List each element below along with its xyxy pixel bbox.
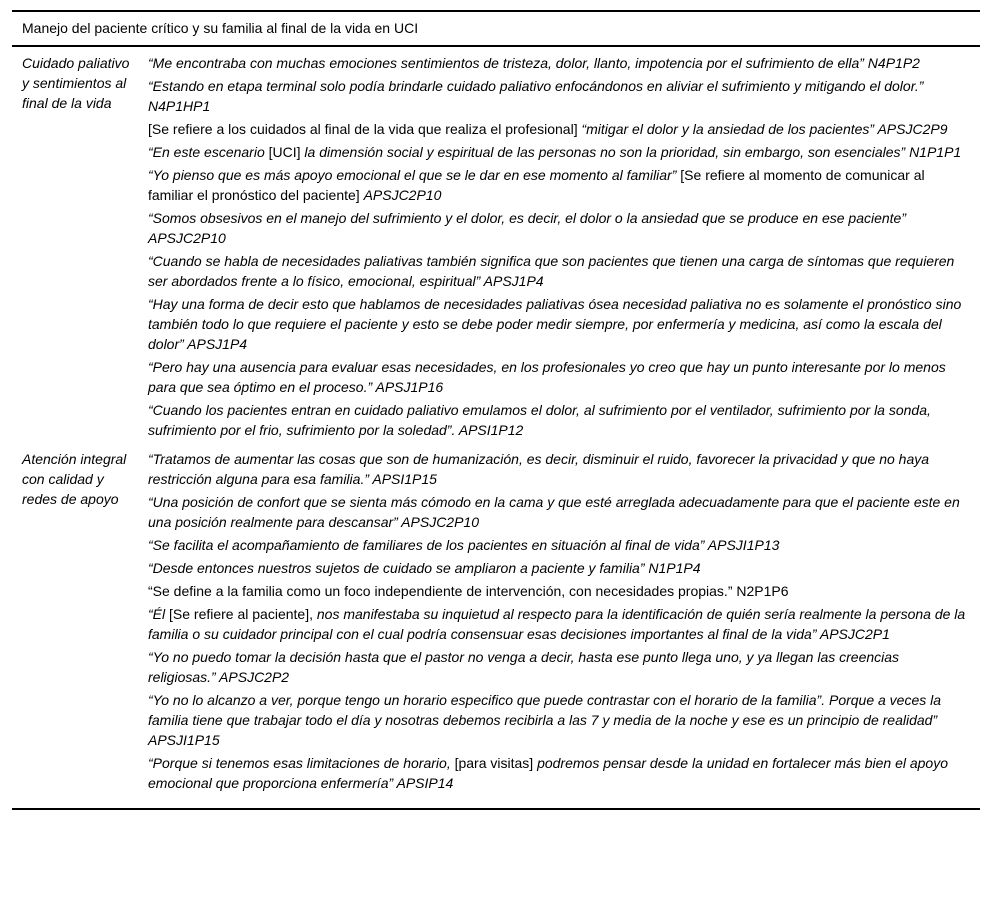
quote-text: “Tratamos de aumentar las cosas que son de humanización, es decir, disminuir el ruido, favorecer la privacidad y que no haya restricción alguna para esa familia.” APSI1P15 (148, 451, 930, 487)
quote-text: podremos pensar desde la unidad en fortalecer más bien el apoyo emocional que proporciona enfermería” APSIP14 (148, 755, 949, 791)
quote-text: “Yo no puedo tomar la decisión hasta que el pastor no venga a decir, hasta ese punto llega uno, y ya llegan las creencias religiosas.” APSJC2P2 (148, 649, 900, 685)
quote-text: “Somos obsesivos en el manejo del sufrimiento y el dolor, es decir, el dolor o la ansiedad que se produce en ese paciente” APSJC2P10 (148, 210, 907, 246)
category-cell: Cuidado paliativo y sentimientos al final de la vida (22, 55, 130, 111)
quote (148, 535, 970, 555)
quote-text: “Cuando se habla de necesidades paliativas también significa que son pacientes que tienen una carga de síntomas que requieren ser abordados frente a lo físico, emocional, espiritual” APSJ1P4 (148, 253, 955, 289)
quote-text: “Se facilita el acompañamiento de familiares de los pacientes en situación al final de vida” APSJI1P13 (148, 537, 780, 553)
quote (148, 753, 970, 793)
quote-text: “Yo pienso que es más apoyo emocional el que se le dar en ese momento al familiar” (148, 167, 681, 183)
table-title: Manejo del paciente crítico y su familia al final de la vida en UCI (12, 12, 980, 47)
quote-text: “En este escenario (148, 144, 269, 160)
quote-text: “Cuando los pacientes entran en cuidado paliativo emulamos el dolor, al sufrimiento por el ventilador, sufrimiento por la sonda, sufrimiento por el frio, sufrimiento por la soledad”. APSI1P12 (148, 402, 931, 438)
quote (148, 142, 970, 162)
qualitative-quotes-table (12, 10, 980, 810)
quote-annotation: [Se refiere al momento de comunicar al familiar el pronóstico del paciente] (148, 167, 925, 203)
quote-text: “Una posición de confort que se sienta más cómodo en la cama y que esté arreglada adecuadamente para que el paciente este en una posición realmente para descansar” APSJC2P10 (148, 494, 960, 530)
quote (148, 357, 970, 397)
quote-text: “Pero hay una ausencia para evaluar esas necesidades, en los profesionales yo creo que hay un punto interesante por lo menos para que sea óptimo en el proceso.” APSJ1P16 (148, 359, 946, 395)
table-row (12, 447, 980, 800)
quote-text: “Él (148, 606, 169, 622)
quote (148, 251, 970, 291)
quote (148, 76, 970, 116)
quote (148, 294, 970, 354)
quote (148, 400, 970, 440)
quotes-cell (144, 447, 980, 800)
quote-text: “Porque si tenemos esas limitaciones de horario, (148, 755, 455, 771)
quote (148, 492, 970, 532)
quote-text: “Yo no lo alcanzo a ver, porque tengo un horario especifico que puede contrastar con el horario de la familia”. Porque a veces la familia tiene que trabajar todo el día y nosotras debemos recibirla a las 7 y media de la noche y ese es un principio de realidad” APSJI1P15 (148, 692, 942, 748)
quote-text: “Hay una forma de decir esto que hablamos de necesidades paliativas ósea necesidad paliativa no es solamente el pronóstico sino también todo lo que requiere el paciente y esto se debe poder medir siempre, por enfermería y medicina, así como la escala del dolor” APSJ1P4 (148, 296, 962, 352)
quote-annotation: [para visitas] (454, 755, 538, 771)
category-cell: Atención integral con calidad y redes de apoyo (22, 451, 127, 507)
quote-text: “Desde entonces nuestros sujetos de cuidado se ampliaron a paciente y familia” N1P1P4 (148, 560, 701, 576)
quote-annotation: [Se refiere a los cuidados al final de la vida que realiza el profesional] (148, 121, 582, 137)
table-row (12, 51, 980, 447)
quote-annotation: [UCI] (268, 144, 305, 160)
quote (148, 647, 970, 687)
quote (148, 208, 970, 248)
quote (148, 165, 970, 205)
quote (148, 558, 970, 578)
table-body (12, 47, 980, 808)
quote-text: APSJC2P10 (363, 187, 442, 203)
quote-text: nos manifestaba su inquietud al respecto para la identificación de quién sería realmente la persona de la familia o su cuidador principal con el cual podría consensuar esas decisiones importantes al final de la vida” APSJC2P1 (148, 606, 966, 642)
quote-text: “Me encontraba con muchas emociones sentimientos de tristeza, dolor, llanto, impotencia por el sufrimiento de ella” N4P1P2 (148, 55, 920, 71)
quote (148, 119, 970, 139)
quote (148, 53, 970, 73)
quote-text: “Estando en etapa terminal solo podía brindarle cuidado paliativo enfocándonos en aliviar el sufrimiento y mitigando el dolor.” N4P1HP1 (148, 78, 924, 114)
quote-annotation: [Se refiere al paciente], (169, 606, 317, 622)
quote (148, 604, 970, 644)
quote (148, 581, 970, 601)
quote-text: “mitigar el dolor y la ansiedad de los pacientes” APSJC2P9 (581, 121, 948, 137)
quote (148, 690, 970, 750)
quote-text: la dimensión social y espiritual de las personas no son la prioridad, sin embargo, son esenciales” N1P1P1 (304, 144, 962, 160)
quote-annotation: “Se define a la familia como un foco independiente de intervención, con necesidades propias.” N2P1P6 (148, 583, 789, 599)
quote (148, 449, 970, 489)
quotes-cell (144, 51, 980, 447)
